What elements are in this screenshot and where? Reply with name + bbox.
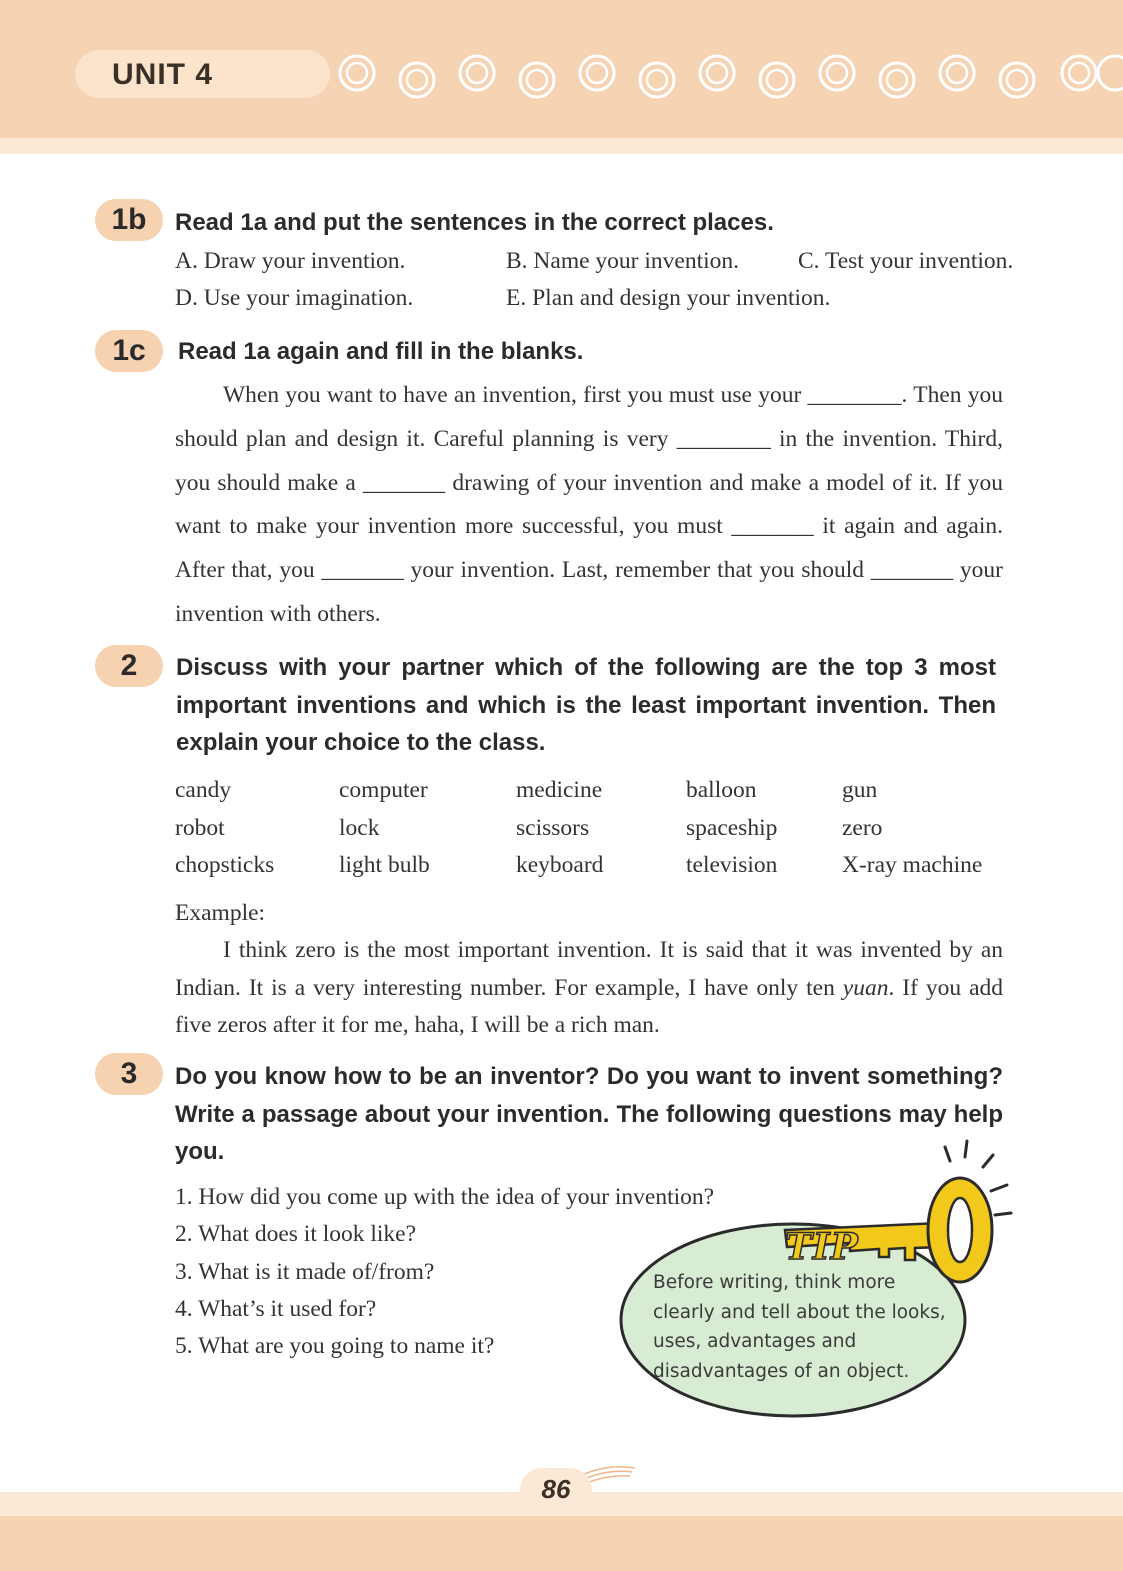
option-d: D. Use your imagination. [175, 285, 414, 311]
example-text-start: I think zero is the most important invention. It is said that it was invented by an Indian. It is a very interesting number. For example, I have only ten [175, 937, 1003, 1001]
question-item: 2. What does it look like? [175, 1221, 417, 1247]
word-item: television [686, 852, 778, 878]
fill-in-blanks-paragraph: When you want to have an invention, first you must use your ________. Then you should plan and design it. Careful planning is very ________ in the invention. Third, you should make a _______ drawing of your invention and make a model of it. If you want to make your invention more successful, you must _______ it again and again. After that, you _______ your invention. Last, remember that you should _______ your invention with others. [175, 382, 1003, 627]
section-badge-3: 3 [95, 1053, 163, 1095]
circle-icon [880, 63, 914, 97]
section-heading-1b: Read 1a and put the sentences in the correct places. [175, 209, 774, 236]
example-text-end: . If you add five zeros after it for me, haha, I will be a rich man. [175, 974, 1003, 1038]
unit-title: UNIT 4 [112, 58, 214, 91]
page-footer-band [0, 1516, 1123, 1571]
question-item: 4. What’s it used for? [175, 1296, 377, 1322]
decorative-circles [335, 50, 1123, 106]
word-item: gun [842, 777, 878, 803]
word-item: medicine [516, 777, 603, 803]
example-label: Example: [175, 900, 266, 926]
circle-icon [1098, 56, 1123, 90]
circle-icon [400, 63, 434, 97]
section-heading-1c: Read 1a again and fill in the blanks. [178, 338, 584, 365]
word-item: keyboard [516, 852, 604, 878]
example-italic-word: yuan [842, 974, 889, 1001]
section-heading-3: Do you know how to be an inventor? Do you want to invent something? Write a passage about your invention. The following questions may help you. [175, 1063, 1003, 1165]
tip-text: Before writing, think more clearly and tell about the looks, uses, advantages and disadvantages of an object. [653, 1272, 946, 1382]
option-b: B. Name your invention. [506, 248, 740, 274]
word-item: zero [842, 815, 883, 841]
question-item: 1. How did you come up with the idea of your invention? [175, 1184, 715, 1210]
circle-icon [760, 63, 794, 97]
circle-icon [580, 56, 614, 90]
word-item: balloon [686, 777, 757, 803]
option-c: C. Test your invention. [798, 248, 1014, 274]
word-item: light bulb [339, 852, 430, 878]
word-item: chopsticks [175, 852, 275, 878]
circle-icon [1000, 63, 1034, 97]
circle-icon [640, 63, 674, 97]
word-item: candy [175, 777, 232, 803]
circle-icon [1062, 56, 1096, 90]
word-item: robot [175, 815, 225, 841]
question-item: 5. What are you going to name it? [175, 1333, 495, 1359]
circle-icon [460, 56, 494, 90]
section-badge-2: 2 [95, 645, 163, 687]
circle-icon [520, 63, 554, 97]
word-item: lock [339, 815, 380, 841]
section-badge-1c: 1c [95, 330, 163, 372]
circle-icon [700, 56, 734, 90]
circle-icon [340, 56, 374, 90]
question-item: 3. What is it made of/from? [175, 1259, 435, 1285]
tip-label: TIP [785, 1226, 859, 1268]
header-strip [0, 138, 1123, 154]
circle-icon [940, 56, 974, 90]
word-item: spaceship [686, 815, 778, 841]
section-heading-2: Discuss with your partner which of the following are the top 3 most important inventions and which is the least important invention. Then explain your choice to the class. [176, 654, 996, 756]
section-badge-1b: 1b [95, 199, 163, 241]
option-e: E. Plan and design your invention. [506, 285, 831, 311]
option-a: A. Draw your invention. [175, 248, 406, 274]
word-item: computer [339, 777, 428, 803]
word-item: X-ray machine [842, 852, 983, 878]
page-number: 86 [541, 1474, 571, 1504]
word-item: scissors [516, 815, 590, 841]
example-paragraph [175, 932, 1003, 1045]
circle-icon [820, 56, 854, 90]
